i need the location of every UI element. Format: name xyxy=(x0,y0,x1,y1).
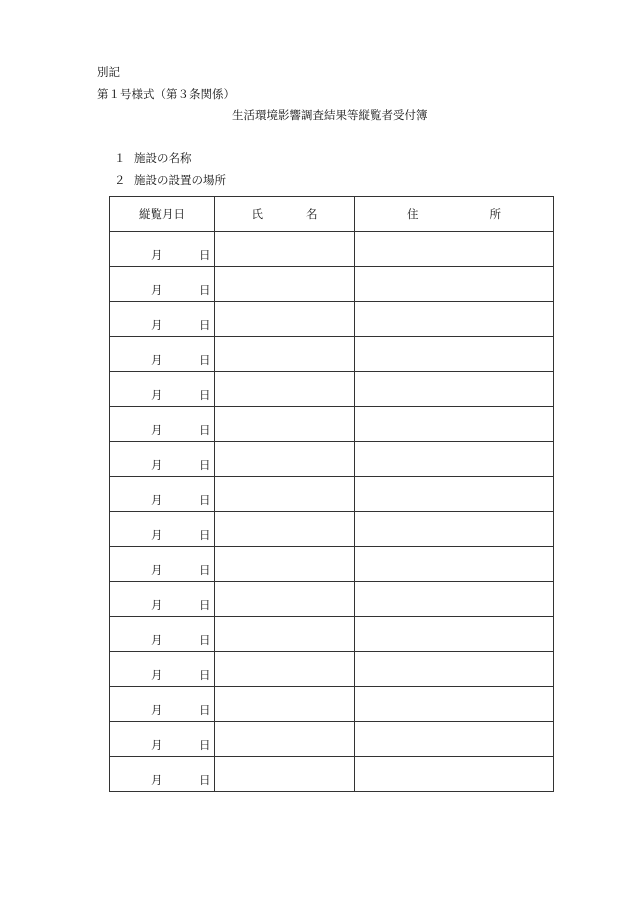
item-number: １ xyxy=(114,151,126,165)
viewing-date-cell[interactable] xyxy=(110,232,215,267)
viewing-date-cell[interactable] xyxy=(110,512,215,547)
day-unit: 日 xyxy=(199,458,211,472)
viewing-date-cell[interactable] xyxy=(110,547,215,582)
day-unit: 日 xyxy=(199,353,211,367)
month-unit: 月 xyxy=(151,388,163,402)
month-unit: 月 xyxy=(151,703,163,717)
day-unit: 日 xyxy=(199,493,211,507)
month-unit: 月 xyxy=(151,283,163,297)
name-cell[interactable] xyxy=(215,302,355,337)
month-unit: 月 xyxy=(151,423,163,437)
name-cell[interactable] xyxy=(215,652,355,687)
table-row xyxy=(110,617,554,652)
day-unit: 日 xyxy=(199,388,211,402)
item-facility-name xyxy=(114,153,192,165)
table-header-row xyxy=(110,197,554,232)
name-cell[interactable] xyxy=(215,547,355,582)
day-unit: 日 xyxy=(199,318,211,332)
item-label: 施設の設置の場所 xyxy=(134,173,226,187)
address-cell[interactable] xyxy=(355,477,554,512)
viewing-date-cell[interactable] xyxy=(110,617,215,652)
name-cell[interactable] xyxy=(215,757,355,792)
table-row xyxy=(110,232,554,267)
table-row xyxy=(110,582,554,617)
table-row xyxy=(110,407,554,442)
address-cell[interactable] xyxy=(355,512,554,547)
viewing-date-cell[interactable] xyxy=(110,372,215,407)
month-unit: 月 xyxy=(151,458,163,472)
month-unit: 月 xyxy=(151,528,163,542)
item-label: 施設の名称 xyxy=(134,151,192,165)
day-unit: 日 xyxy=(199,563,211,577)
address-cell[interactable] xyxy=(355,232,554,267)
day-unit: 日 xyxy=(199,528,211,542)
header-address-char-1: 住 xyxy=(407,207,419,221)
viewing-date-cell[interactable] xyxy=(110,477,215,512)
month-unit: 月 xyxy=(151,668,163,682)
header-address xyxy=(355,197,554,232)
name-cell[interactable] xyxy=(215,267,355,302)
viewing-date-cell[interactable] xyxy=(110,302,215,337)
viewing-date-cell[interactable] xyxy=(110,582,215,617)
viewing-date-cell[interactable] xyxy=(110,757,215,792)
day-unit: 日 xyxy=(199,248,211,262)
address-cell[interactable] xyxy=(355,722,554,757)
day-unit: 日 xyxy=(199,633,211,647)
viewing-date-cell[interactable] xyxy=(110,442,215,477)
table-row xyxy=(110,442,554,477)
item-facility-location xyxy=(114,175,226,187)
name-cell[interactable] xyxy=(215,512,355,547)
viewing-date-cell[interactable] xyxy=(110,337,215,372)
day-unit: 日 xyxy=(199,773,211,787)
month-unit: 月 xyxy=(151,493,163,507)
name-cell[interactable] xyxy=(215,407,355,442)
table-row xyxy=(110,547,554,582)
address-cell[interactable] xyxy=(355,407,554,442)
name-cell[interactable] xyxy=(215,722,355,757)
header-viewing-date: 縦覧月日 xyxy=(110,197,215,232)
month-unit: 月 xyxy=(151,248,163,262)
table-row xyxy=(110,337,554,372)
header-name xyxy=(215,197,355,232)
month-unit: 月 xyxy=(151,318,163,332)
header-name-char-1: 氏 xyxy=(251,207,263,221)
address-cell[interactable] xyxy=(355,337,554,372)
viewing-date-cell[interactable] xyxy=(110,687,215,722)
table-row xyxy=(110,687,554,722)
table-row xyxy=(110,512,554,547)
name-cell[interactable] xyxy=(215,442,355,477)
month-unit: 月 xyxy=(151,353,163,367)
day-unit: 日 xyxy=(199,703,211,717)
address-cell[interactable] xyxy=(355,617,554,652)
month-unit: 月 xyxy=(151,738,163,752)
item-number: ２ xyxy=(114,173,126,187)
name-cell[interactable] xyxy=(215,372,355,407)
address-cell[interactable] xyxy=(355,582,554,617)
name-cell[interactable] xyxy=(215,337,355,372)
table-row xyxy=(110,267,554,302)
header-address-char-2: 所 xyxy=(489,207,501,221)
address-cell[interactable] xyxy=(355,547,554,582)
address-cell[interactable] xyxy=(355,302,554,337)
reception-register-table xyxy=(109,196,554,792)
table-row xyxy=(110,757,554,792)
header-name-char-2: 名 xyxy=(306,207,318,221)
appendix-label: 別記 xyxy=(97,65,120,79)
day-unit: 日 xyxy=(199,283,211,297)
form-number: 第１号様式（第３条関係） xyxy=(97,87,235,101)
viewing-date-cell[interactable] xyxy=(110,267,215,302)
table-row xyxy=(110,477,554,512)
viewing-date-cell[interactable] xyxy=(110,722,215,757)
document-title: 生活環境影響調査結果等縦覧者受付簿 xyxy=(232,108,428,122)
table-row xyxy=(110,652,554,687)
viewing-date-cell[interactable] xyxy=(110,652,215,687)
day-unit: 日 xyxy=(199,423,211,437)
table-row xyxy=(110,302,554,337)
address-cell[interactable] xyxy=(355,442,554,477)
address-cell[interactable] xyxy=(355,757,554,792)
month-unit: 月 xyxy=(151,598,163,612)
name-cell[interactable] xyxy=(215,687,355,722)
address-cell[interactable] xyxy=(355,687,554,722)
month-unit: 月 xyxy=(151,563,163,577)
day-unit: 日 xyxy=(199,738,211,752)
address-cell[interactable] xyxy=(355,372,554,407)
name-cell[interactable] xyxy=(215,617,355,652)
table-row xyxy=(110,372,554,407)
month-unit: 月 xyxy=(151,633,163,647)
month-unit: 月 xyxy=(151,773,163,787)
table-row xyxy=(110,722,554,757)
viewing-date-cell[interactable] xyxy=(110,407,215,442)
address-cell[interactable] xyxy=(355,267,554,302)
day-unit: 日 xyxy=(199,598,211,612)
name-cell[interactable] xyxy=(215,477,355,512)
day-unit: 日 xyxy=(199,668,211,682)
name-cell[interactable] xyxy=(215,582,355,617)
name-cell[interactable] xyxy=(215,232,355,267)
address-cell[interactable] xyxy=(355,652,554,687)
